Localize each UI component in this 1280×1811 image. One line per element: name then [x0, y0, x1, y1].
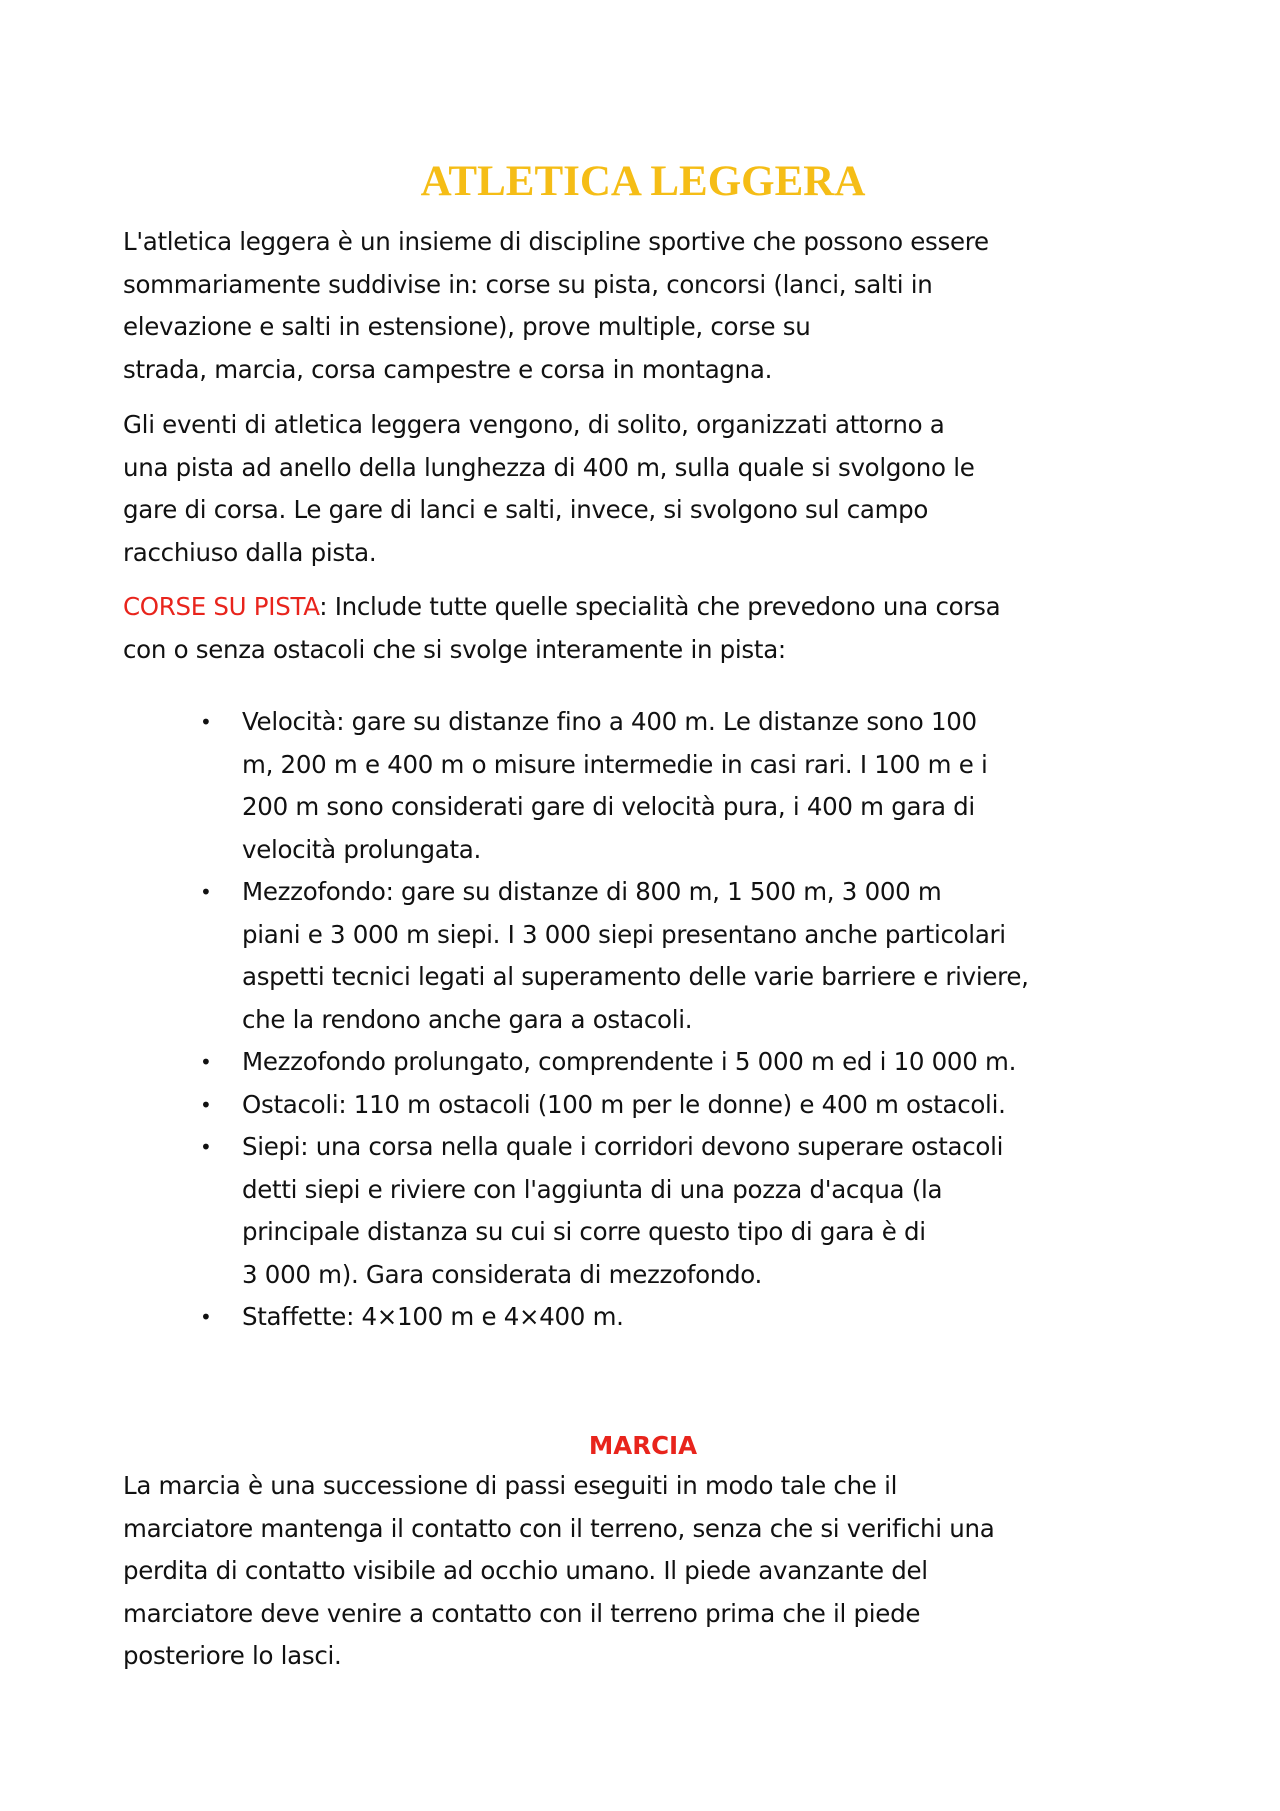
list-item-line: detti siepi e riviere con l'aggiunta di una pozza d'acqua (la [242, 1174, 943, 1204]
events-paragraph [123, 404, 974, 574]
list-item-line: Staffette: 4×100 m e 4×400 m. [242, 1302, 624, 1331]
intro-line: L'atletica leggera è un insieme di discipline sportive che possono essere [123, 227, 989, 256]
bullet-icon: • [200, 1092, 212, 1117]
list-item-line: 200 m sono considerati gare di velocità pura, i 400 m gara di [242, 792, 975, 821]
bullet-icon: • [200, 710, 212, 734]
events-line: racchiuso dalla pista. [123, 537, 377, 567]
corse-line [123, 586, 1000, 629]
list-item-line: 3 000 m). Gara considerata di mezzofondo. [242, 1259, 763, 1289]
list-item-line: aspetti tecnici legati al superamento delle varie barriere e riviere, [242, 962, 1029, 991]
list-item-mezzofondo-prolungato [123, 1041, 1029, 1084]
list-item-line: m, 200 m e 400 m o misure intermedie in casi rari. I 100 m e i [242, 749, 988, 779]
list-item-siepi [123, 1126, 1029, 1296]
marcia-line: La marcia è una successione di passi eseguiti in modo tale che il [123, 1471, 898, 1500]
list-item-staffette [123, 1296, 1029, 1339]
corse-su-pista-paragraph [123, 586, 1000, 671]
intro-line: strada, marcia, corsa campestre e corsa in montagna. [123, 354, 773, 384]
marcia-line: perdita di contatto visibile ad occhio umano. Il piede avanzante del [123, 1556, 928, 1585]
list-item-line: Mezzofondo: gare su distanze di 800 m, 1 500 m, 3 000 m [242, 877, 942, 906]
marcia-line: posteriore lo lasci. [123, 1641, 342, 1670]
list-item-line: che la rendono anche gara a ostacoli. [242, 1004, 693, 1034]
intro-line: elevazione e salti in estensione), prove multiple, corse su [123, 312, 811, 341]
list-item-ostacoli [123, 1084, 1029, 1127]
bullet-icon: • [200, 1135, 212, 1159]
marcia-line: marciatore mantenga il contatto con il terreno, senza che si verifichi una [123, 1513, 995, 1543]
marcia-line: marciatore deve venire a contatto con il terreno prima che il piede [123, 1598, 921, 1628]
bullet-icon: • [200, 880, 212, 904]
list-item-line: Mezzofondo prolungato, comprendente i 5 000 m ed i 10 000 m. [242, 1047, 1017, 1076]
events-line: gare di corsa. Le gare di lanci e salti, invece, si svolgono sul campo [123, 495, 929, 524]
list-item-line: velocità prolungata. [242, 834, 481, 864]
list-item-line: principale distanza su cui si corre questo tipo di gara è di [242, 1217, 926, 1246]
bullet-icon: • [200, 1305, 212, 1329]
intro-line: sommariamente suddivise in: corse su pista, concorsi (lanci, salti in [123, 269, 933, 299]
list-item-velocita [123, 701, 1029, 871]
page-title: ATLETICA LEGGERA [420, 158, 866, 205]
list-item-line: piani e 3 000 m siepi. I 3 000 siepi presentano anche particolari [242, 919, 1006, 949]
bullet-icon: • [200, 1050, 212, 1074]
events-line: Gli eventi di atletica leggera vengono, di solito, organizzati attorno a [123, 410, 945, 439]
list-item-line: Ostacoli: 110 m ostacoli (100 m per le donne) e 400 m ostacoli. [242, 1089, 1006, 1119]
corse-line: con o senza ostacoli che si svolge interamente in pista: [123, 634, 786, 664]
list-item-line: Siepi: una corsa nella quale i corridori devono superare ostacoli [242, 1132, 1004, 1161]
marcia-heading: MARCIA [588, 1431, 698, 1460]
list-item-line: Velocità: gare su distanze fino a 400 m. Le distanze sono 100 [242, 707, 977, 736]
marcia-paragraph [123, 1465, 994, 1678]
list-item-mezzofondo [123, 871, 1029, 1041]
events-line: una pista ad anello della lunghezza di 400 m, sulla quale si svolgono le [123, 452, 975, 482]
corse-su-pista-label: CORSE SU PISTA [123, 592, 320, 621]
intro-paragraph [123, 221, 989, 391]
corse-line-rest: : Include tutte quelle specialità che prevedono una corsa [319, 592, 1001, 621]
disciplines-list [123, 701, 1029, 1339]
